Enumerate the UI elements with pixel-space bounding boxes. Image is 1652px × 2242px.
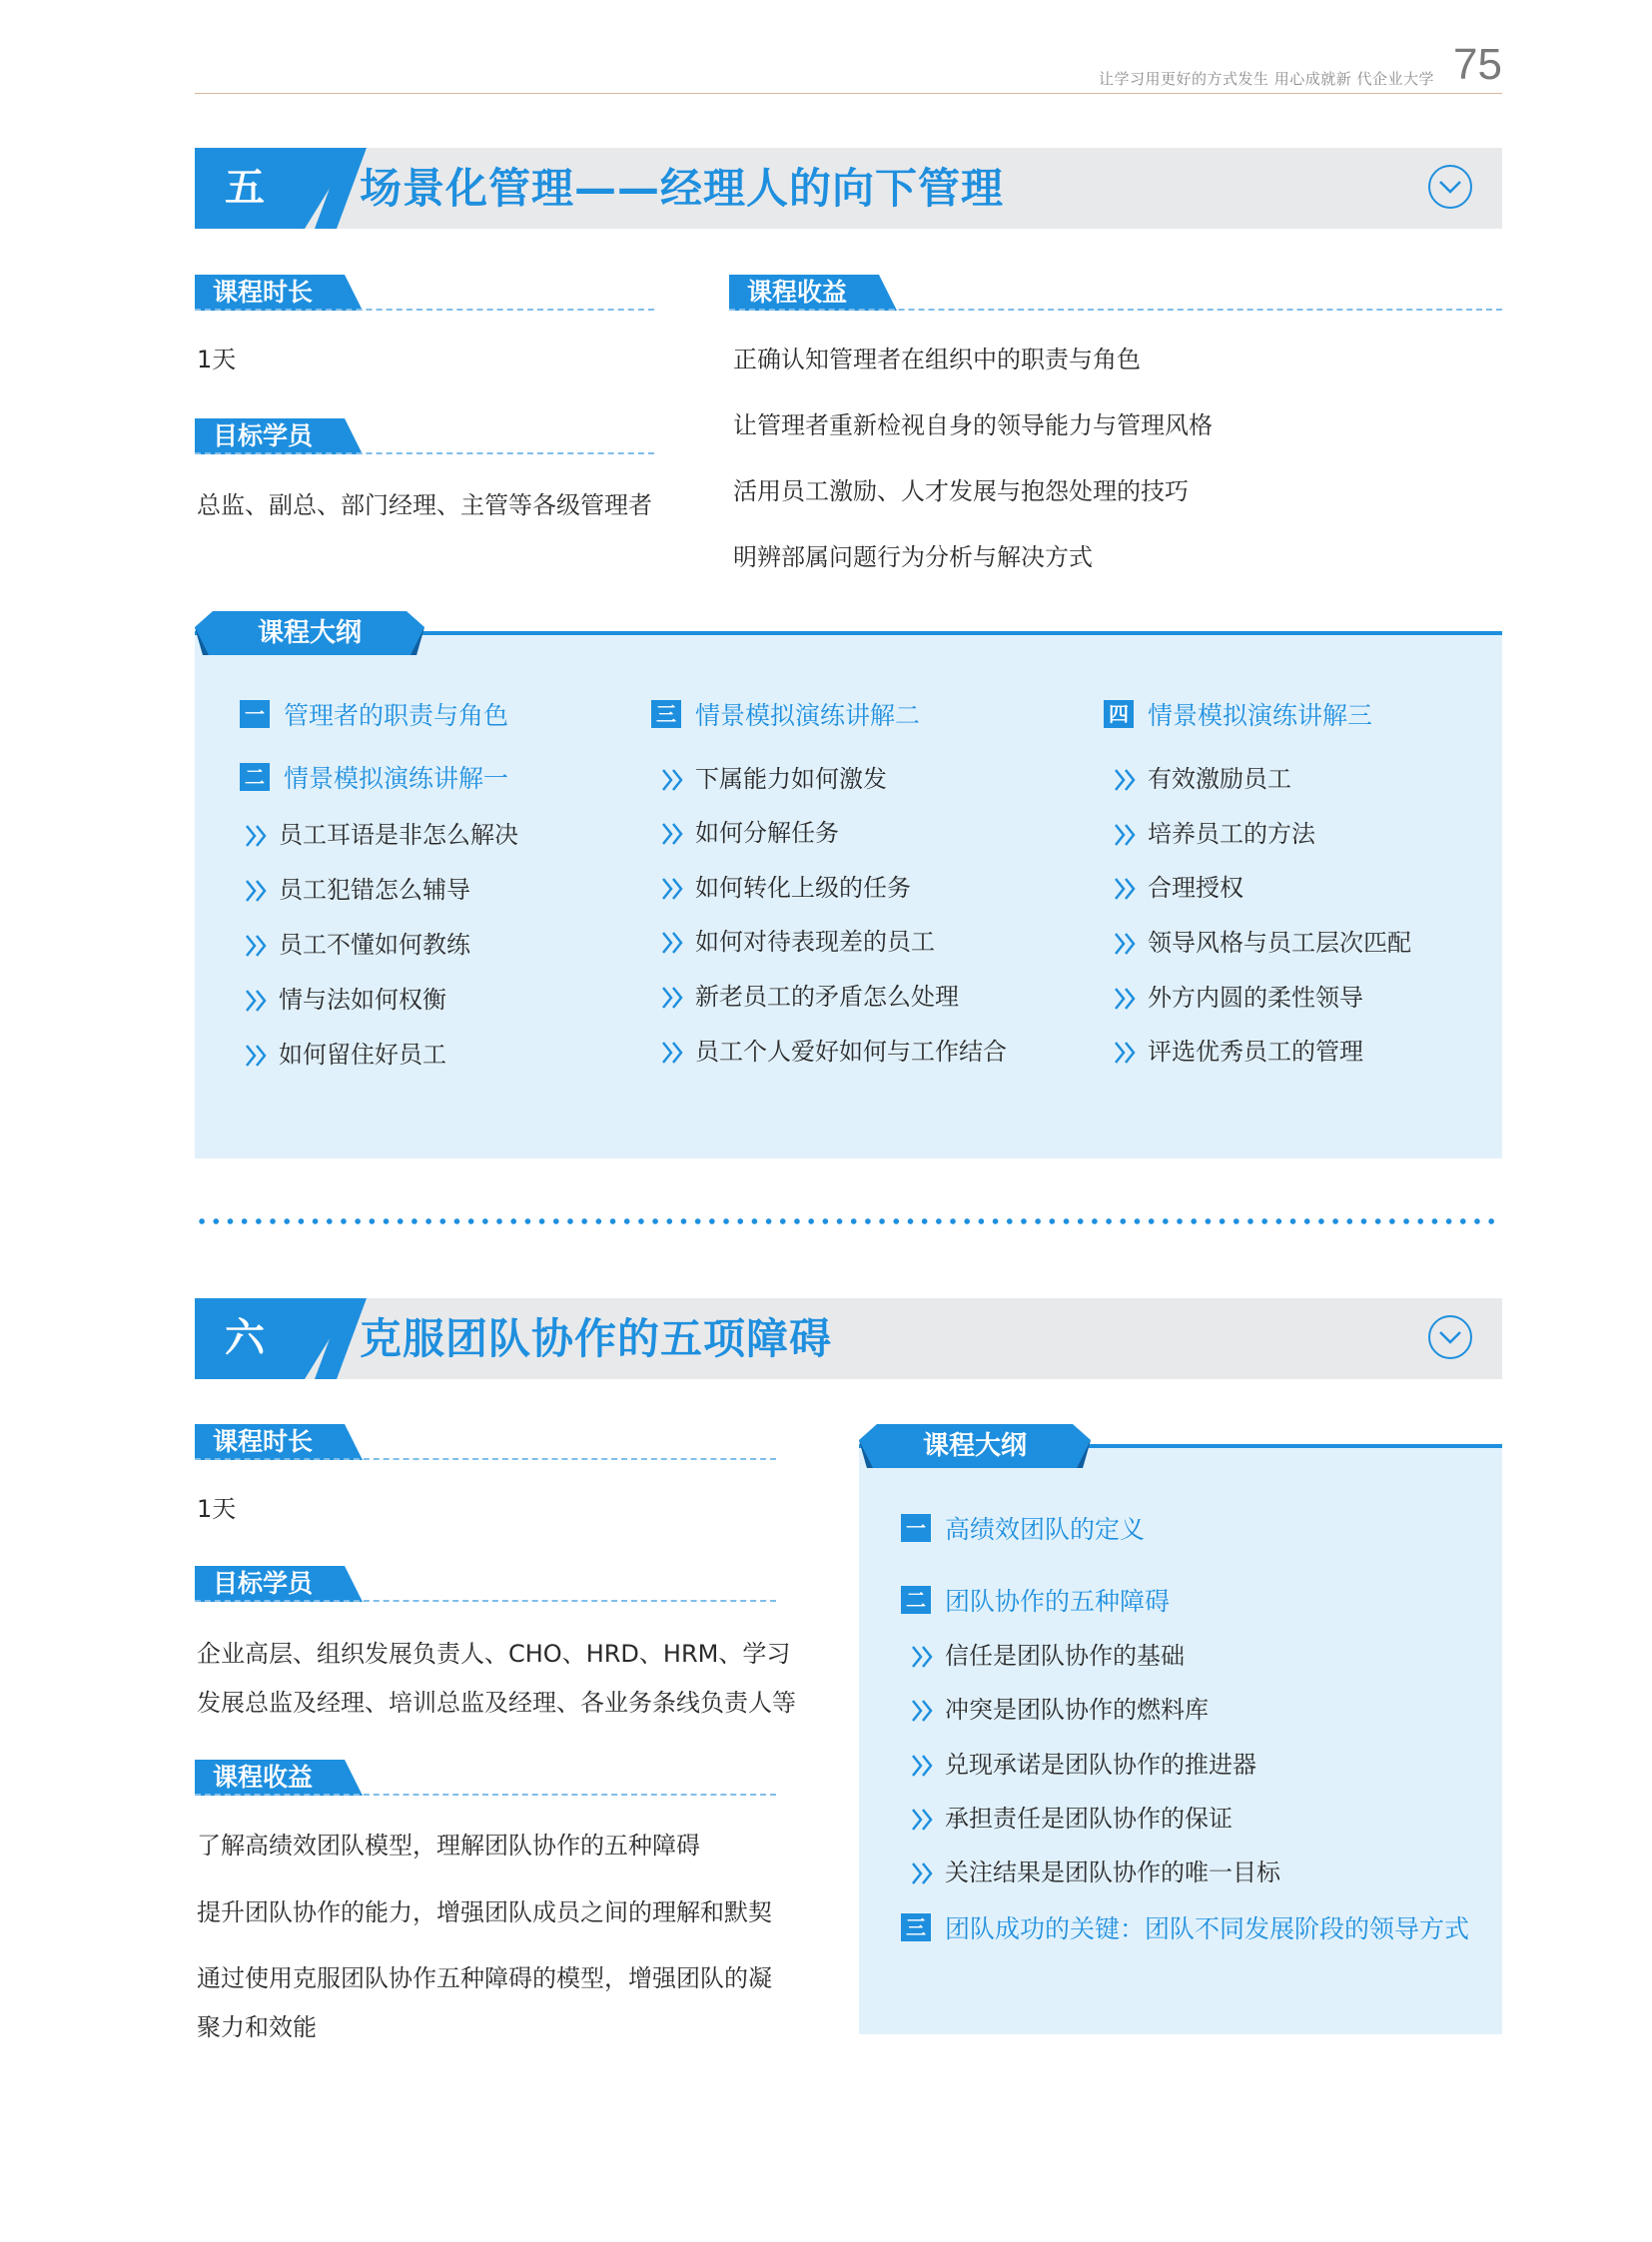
expand-button[interactable]: [1428, 1315, 1472, 1359]
heading-number: 二: [901, 1586, 931, 1614]
audience-value: 总监、副总、部门经理、主管等各级管理者: [197, 491, 652, 519]
double-chevron-icon: [911, 1862, 937, 1885]
outline-item: [245, 925, 470, 960]
audience-line: 发展总监及经理、培训总监及经理、各业务条线负责人等: [197, 1689, 796, 1717]
heading-label: 情景模拟演练讲解三: [1148, 701, 1373, 730]
double-chevron-icon: [661, 768, 687, 792]
heading-label: 情景模拟演练讲解一: [284, 764, 509, 793]
outline-item: [661, 977, 959, 1012]
benefit-item: 提升团队协作的能力，增强团队成员之间的理解和默契: [197, 1898, 772, 1926]
outline-item: [245, 870, 470, 905]
double-chevron-icon: [1114, 877, 1140, 901]
benefit-item-continued: 聚力和效能: [197, 2013, 317, 2041]
benefit-item: 明辨部属问题行为分析与解决方式: [733, 543, 1093, 571]
tab-label: 课程时长: [213, 278, 314, 307]
item-label: 如何留住好员工: [279, 1041, 446, 1069]
heading-label: 管理者的职责与角色: [284, 701, 509, 730]
item-label: 情与法如何权衡: [279, 986, 446, 1014]
double-chevron-icon: [911, 1808, 937, 1832]
tab-dashed-rule: [195, 1600, 776, 1602]
double-chevron-icon: [245, 824, 271, 848]
outline-heading: [240, 696, 508, 732]
heading-number: 三: [651, 700, 681, 728]
outline-item: [1114, 1032, 1363, 1067]
outline-heading: [1104, 696, 1372, 732]
heading-number: 三: [901, 1913, 931, 1941]
outline-item: [1114, 759, 1291, 794]
outline-item: [1114, 814, 1315, 849]
chevron-down-icon: [1430, 1317, 1470, 1357]
tab-label: 课程收益: [213, 1763, 314, 1792]
double-chevron-icon: [911, 1754, 937, 1778]
outline-item: [245, 815, 518, 850]
section5-banner: [195, 148, 1502, 229]
section-title: 场景化管理——经理人的向下管理: [360, 164, 1005, 213]
chevron-down-icon: [1430, 167, 1470, 207]
outline-heading: [651, 696, 920, 732]
item-label: 有效激励员工: [1148, 765, 1291, 793]
item-label: 评选优秀员工的管理: [1148, 1038, 1363, 1066]
item-label: 信任是团队协作的基础: [945, 1642, 1185, 1670]
double-chevron-icon: [245, 1044, 271, 1068]
outline-item: [1114, 923, 1411, 958]
audience-line: 企业高层、组织发展负责人、CHO、HRD、HRM、学习: [197, 1640, 791, 1668]
double-chevron-icon: [245, 879, 271, 903]
outline-item: [1114, 868, 1243, 903]
outline-item: [911, 1745, 1256, 1780]
double-chevron-icon: [661, 822, 687, 846]
double-chevron-icon: [1114, 823, 1140, 847]
duration-value: 1天: [197, 346, 237, 374]
double-chevron-icon: [1114, 1041, 1140, 1065]
heading-number: 四: [1104, 700, 1134, 728]
outline-item: [1114, 978, 1363, 1013]
tab-label: 课程时长: [213, 1427, 314, 1456]
section-separator: [195, 1217, 1502, 1225]
tab-dashed-rule: [195, 1458, 776, 1460]
outline-item: [661, 759, 887, 794]
double-chevron-icon: [1114, 987, 1140, 1011]
outline-tab: [859, 1424, 1091, 1468]
item-label: 员工耳语是非怎么解决: [279, 821, 518, 849]
double-chevron-icon: [1114, 932, 1140, 956]
benefit-item: 正确认知管理者在组织中的职责与角色: [733, 346, 1141, 374]
item-label: 外方内圆的柔性领导: [1148, 984, 1363, 1012]
duration-tab: [195, 275, 654, 311]
outline-item: [911, 1690, 1209, 1725]
item-label: 合理授权: [1148, 874, 1243, 902]
double-chevron-icon: [245, 989, 271, 1013]
item-label: 如何对待表现差的员工: [695, 928, 935, 956]
heading-number: 一: [240, 700, 270, 728]
heading-label: 团队成功的关键：团队不同发展阶段的领导方式: [945, 1914, 1470, 1943]
outline-item: [245, 1035, 446, 1070]
tab-label: 目标学员: [213, 1569, 314, 1598]
outline-item: [661, 1032, 1007, 1067]
outline-heading: [901, 1909, 1469, 1945]
item-label: 员工不懂如何教练: [279, 931, 470, 959]
benefit-item: 通过使用克服团队协作五种障碍的模型，增强团队的凝: [197, 1964, 772, 1992]
duration-tab: [195, 1424, 776, 1460]
section6-banner: [195, 1298, 1502, 1379]
heading-number: 一: [901, 1514, 931, 1542]
tab-dashed-rule: [729, 309, 1502, 311]
header-tagline: 让学习用更好的方式发生 用心成就新 代企业大学: [1098, 70, 1434, 88]
item-label: 冲突是团队协作的燃料库: [945, 1696, 1209, 1724]
double-chevron-icon: [1114, 768, 1140, 792]
item-label: 承担责任是团队协作的保证: [945, 1805, 1233, 1833]
outline-tab-label: 课程大纲: [922, 1431, 1027, 1461]
outline-heading: [240, 759, 508, 795]
tab-label: 目标学员: [213, 421, 314, 450]
expand-button[interactable]: [1428, 165, 1472, 209]
item-label: 如何转化上级的任务: [695, 874, 911, 902]
outline-item: [661, 922, 935, 957]
outline-tab-label: 课程大纲: [257, 618, 362, 648]
heading-label: 团队协作的五种障碍: [945, 1587, 1171, 1616]
double-chevron-icon: [661, 986, 687, 1010]
double-chevron-icon: [661, 1041, 687, 1065]
outline-heading: [901, 1510, 1145, 1546]
item-label: 关注结果是团队协作的唯一目标: [945, 1859, 1280, 1886]
heading-label: 高绩效团队的定义: [945, 1515, 1146, 1544]
item-label: 员工个人爱好如何与工作结合: [695, 1038, 1007, 1066]
benefits-tab: [195, 1760, 776, 1796]
section-title: 克服团队协作的五项障碍: [360, 1314, 833, 1363]
tab-dashed-rule: [195, 309, 654, 311]
double-chevron-icon: [661, 877, 687, 901]
double-chevron-icon: [661, 931, 687, 955]
outline-item: [661, 868, 911, 903]
item-label: 新老员工的矛盾怎么处理: [695, 983, 959, 1011]
item-label: 下属能力如何激发: [695, 765, 887, 793]
benefit-item: 了解高绩效团队模型，理解团队协作的五种障碍: [197, 1832, 700, 1860]
tab-label: 课程收益: [747, 278, 848, 307]
benefit-item: 活用员工激励、人才发展与抱怨处理的技巧: [733, 477, 1189, 505]
double-chevron-icon: [911, 1645, 937, 1669]
item-label: 员工犯错怎么辅导: [279, 876, 470, 904]
audience-tab: [195, 418, 654, 454]
audience-tab: [195, 1566, 776, 1602]
benefits-tab: [729, 275, 1502, 311]
item-label: 如何分解任务: [695, 819, 839, 847]
heading-number: 二: [240, 763, 270, 791]
item-label: 培养员工的方法: [1148, 820, 1315, 848]
heading-label: 情景模拟演练讲解二: [695, 701, 921, 730]
outline-heading: [901, 1582, 1170, 1618]
double-chevron-icon: [245, 934, 271, 958]
tab-dashed-rule: [195, 452, 654, 454]
outline-item: [911, 1799, 1233, 1834]
tab-dashed-rule: [195, 1794, 776, 1796]
item-label: 兑现承诺是团队协作的推进器: [945, 1751, 1256, 1779]
page-number: 75: [1453, 40, 1502, 89]
benefit-item: 让管理者重新检视自身的领导能力与管理风格: [733, 411, 1213, 439]
double-chevron-icon: [911, 1699, 937, 1723]
header-rule: [195, 93, 1502, 94]
item-label: 领导风格与员工层次匹配: [1148, 929, 1411, 957]
outline-tab: [195, 611, 424, 655]
section-number: 六: [225, 1315, 265, 1361]
outline-item: [661, 813, 839, 848]
outline-item: [911, 1853, 1280, 1887]
duration-value: 1天: [197, 1495, 237, 1523]
outline-item: [245, 980, 446, 1015]
outline-item: [911, 1636, 1185, 1671]
section-number: 五: [225, 165, 265, 211]
